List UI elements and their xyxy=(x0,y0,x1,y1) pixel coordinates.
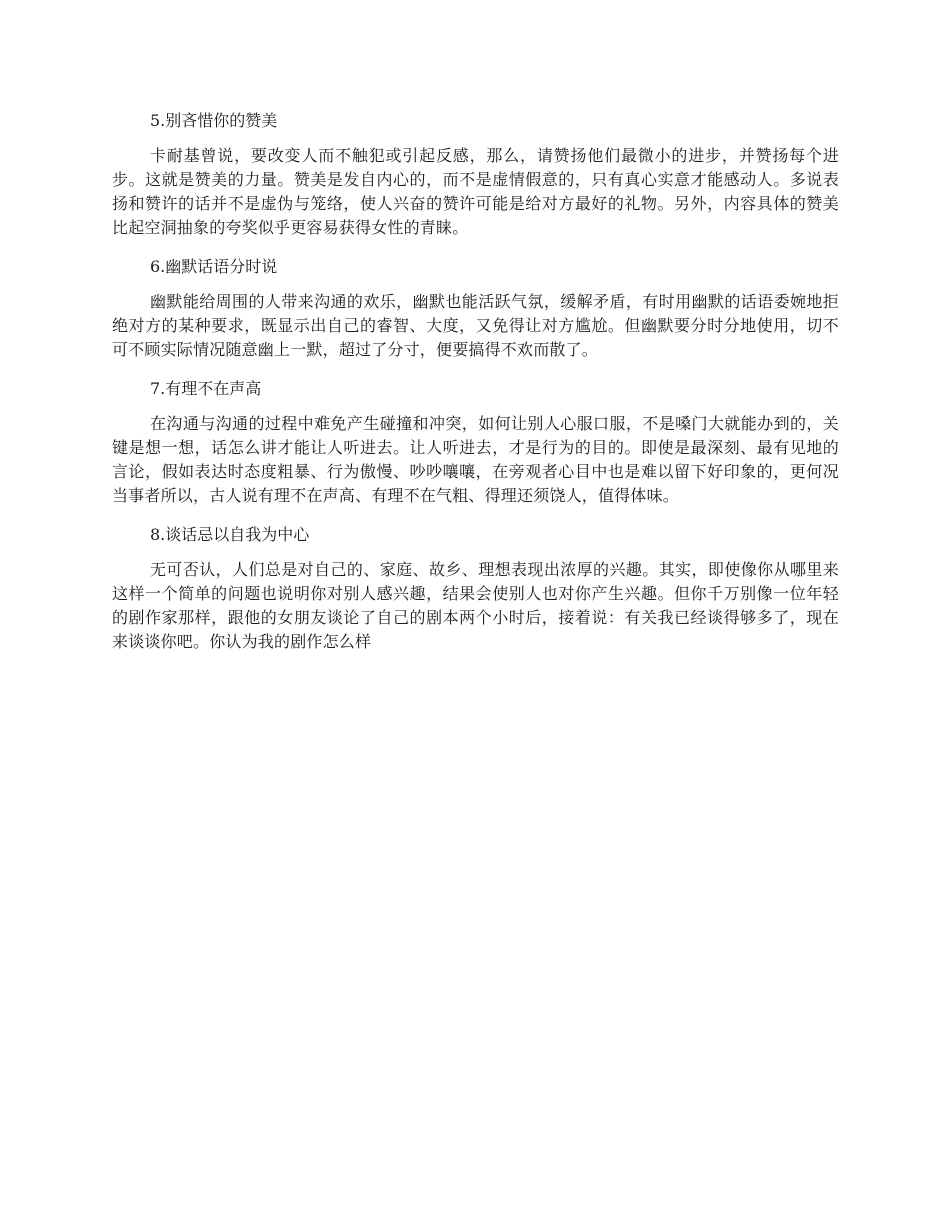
section-praise xyxy=(112,108,839,240)
document-body xyxy=(112,108,839,668)
section-paragraph: 无可否认，人们总是对自己的、家庭、故乡、理想表现出浓厚的兴趣。其实，即使像你从哪里来这样一个简单的问题也说明你对别人感兴趣，结果会使别人也对你产生兴趣。但你千万别像一位年轻的剧作家那样，跟他的女朋友谈论了自己的剧本两个小时后，接着说：有关我已经谈得够多了，现在来谈谈你吧。你认为我的剧作怎么样 xyxy=(112,560,839,651)
section-reason xyxy=(112,376,839,508)
section-paragraph: 幽默能给周围的人带来沟通的欢乐，幽默也能活跃气氛，缓解矛盾，有时用幽默的话语委婉地拒绝对方的某种要求，既显示出自己的睿智、大度，又免得让对方尴尬。但幽默要分时分地使用，切不可不顾实际情况随意幽上一默，超过了分寸，便要搞得不欢而散了。 xyxy=(112,292,839,359)
section-heading: 7.有理不在声高 xyxy=(150,379,262,398)
section-heading: 6.幽默话语分时说 xyxy=(150,257,278,276)
section-paragraph: 在沟通与沟通的过程中难免产生碰撞和冲突，如何让别人心服口服，不是嗓门大就能办到的，关键是想一想，话怎么讲才能让人听进去。让人听进去，才是行为的目的。即使是最深刻、最有见地的言论，假如表达时态度粗暴、行为傲慢、吵吵嚷嚷，在旁观者心目中也是难以留下好印象的，更何况当事者所以，古人说有理不在声高、有理不在气粗、得理还须饶人，值得体味。 xyxy=(112,414,839,505)
section-self-centered xyxy=(112,522,839,654)
section-humor xyxy=(112,254,839,362)
section-paragraph: 卡耐基曾说，要改变人而不触犯或引起反感，那么，请赞扬他们最微小的进步，并赞扬每个进步。这就是赞美的力量。赞美是发自内心的，而不是虚情假意的，只有真心实意才能感动人。多说表扬和赞许的话并不是虚伪与笼络，使人兴奋的赞许可能是给对方最好的礼物。另外，内容具体的赞美比起空洞抽象的夸奖似乎更容易获得女性的青睐。 xyxy=(112,146,839,237)
section-heading: 8.谈话忌以自我为中心 xyxy=(150,525,310,544)
section-heading: 5.别吝惜你的赞美 xyxy=(150,111,278,130)
